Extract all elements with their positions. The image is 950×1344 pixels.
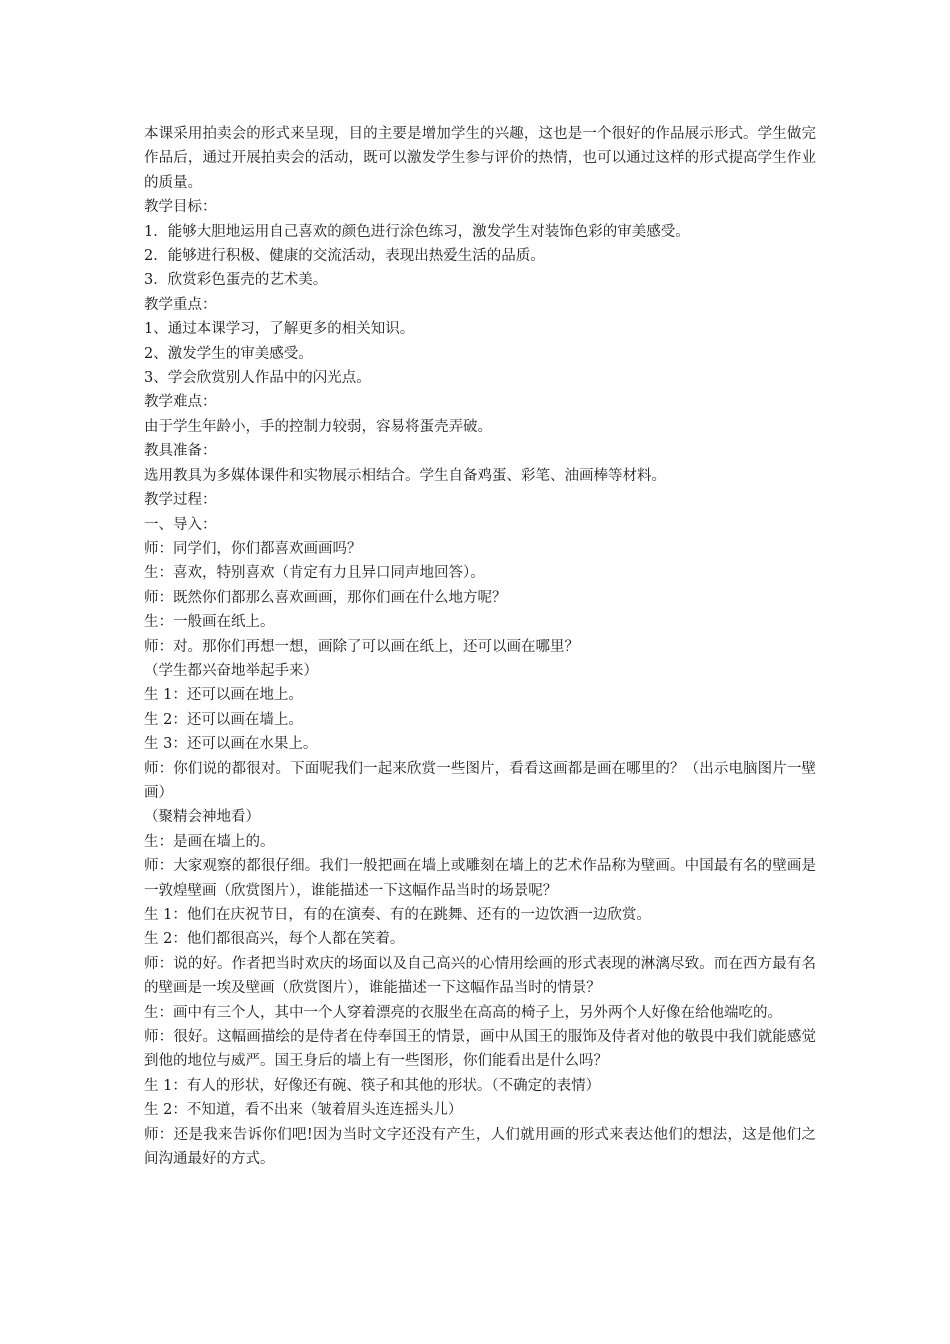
dialogue-line: 师：既然你们都那么喜欢画画，那你们画在什么地方呢？ — [144, 589, 507, 606]
document-body — [144, 122, 816, 1171]
goal-item: 2．能够进行积极、健康的交流活动，表现出热爱生活的品质。 — [144, 248, 545, 265]
stage-direction: （聚精会神地看） — [144, 809, 260, 826]
goal-item: 3．欣赏彩色蛋壳的艺术美。 — [144, 272, 328, 289]
key-point-item: 2、激发学生的审美感受。 — [144, 345, 313, 362]
dialogue-line: 生：是画在墙上的。 — [144, 833, 275, 850]
dialogue-line: 生：画中有三个人，其中一个人穿着漂亮的衣服坐在高高的椅子上，另外两个人好像在给他端吃的。 — [144, 1004, 782, 1021]
dialogue-line: 生 3：还可以画在水果上。 — [144, 736, 318, 753]
dialogue-line: 师：对。那你们再想一想，画除了可以画在纸上，还可以画在哪里？ — [144, 638, 579, 655]
key-point-item: 1、通过本课学习，了解更多的相关知识。 — [144, 321, 415, 338]
heading-key-points: 教学重点： — [144, 296, 217, 313]
materials-text: 选用教具为多媒体课件和实物展示相结合。学生自备鸡蛋、彩笔、油画棒等材料。 — [144, 467, 666, 484]
stage-direction: （学生都兴奋地举起手来） — [144, 662, 318, 679]
dialogue-line: 师：说的好。作者把当时欢庆的场面以及自己高兴的心情用绘画的形式表现的淋漓尽致。而在西方最有名的壁画是一埃及壁画（欣赏图片），谁能描述一下这幅作品当时的情景？ — [144, 955, 816, 997]
dialogue-line: 生 2：不知道，看不出来（皱着眉头连连摇头儿） — [144, 1102, 463, 1119]
key-point-item: 3、学会欣赏别人作品中的闪光点。 — [144, 370, 371, 387]
dialogue-line: 师：同学们，你们都喜欢画画吗？ — [144, 540, 362, 557]
dialogue-line: 生 2：他们都很高兴，每个人都在笑着。 — [144, 931, 405, 948]
goal-item: 1．能够大胆地运用自己喜欢的颜色进行涂色练习，激发学生对装饰色彩的审美感受。 — [144, 223, 690, 240]
dialogue-line: 师：还是我来告诉你们吧!因为当时文字还没有产生，人们就用画的形式来表达他们的想法，这是他们之间沟通最好的方式。 — [144, 1126, 816, 1168]
dialogue-line: 生：一般画在纸上。 — [144, 614, 275, 631]
dialogue-line: 生 1：他们在庆祝节日，有的在演奏、有的在跳舞、还有的一边饮酒一边欣赏。 — [144, 907, 651, 923]
dialogue-line: 生：喜欢，特别喜欢（肯定有力且异口同声地回答）。 — [144, 565, 485, 582]
section-heading-intro: 一、导入： — [144, 516, 217, 533]
dialogue-line: 师：你们说的都很对。下面呢我们一起来欣赏一些图片，看看这画都是画在哪里的？（出示电脑图片一壁画） — [144, 760, 816, 801]
dialogue-line: 生 1：还可以画在地上。 — [144, 687, 303, 704]
dialogue-line: 师：大家观察的都很仔细。我们一般把画在墙上或雕刻在墙上的艺术作品称为壁画。中国最有名的壁画是一敦煌壁画（欣赏图片），谁能描述一下这幅作品当时的场景呢？ — [144, 858, 816, 899]
intro-paragraph: 本课采用拍卖会的形式来呈现，目的主要是增加学生的兴趣，这也是一个很好的作品展示形式。学生做完作品后，通过开展拍卖会的活动，既可以激发学生参与评价的热情，也可以通过这样的形式提高学生作业的质量。 — [144, 126, 816, 191]
heading-difficulties: 教学难点： — [144, 394, 217, 411]
difficulty-text: 由于学生年龄小，手的控制力较弱，容易将蛋壳弄破。 — [144, 418, 492, 435]
heading-process: 教学过程： — [144, 492, 217, 509]
heading-teaching-goals: 教学目标： — [144, 199, 217, 216]
heading-materials: 教具准备： — [144, 443, 217, 460]
dialogue-line: 生 1：有人的形状，好像还有碗、筷子和其他的形状。（不确定的表情） — [144, 1077, 601, 1094]
dialogue-line: 生 2：还可以画在墙上。 — [144, 711, 303, 728]
dialogue-line: 师：很好。这幅画描绘的是侍者在侍奉国王的情景，画中从国王的服饰及侍者对他的敬畏中我们就能感觉到他的地位与威严。国王身后的墙上有一些图形，你们能看出是什么吗？ — [144, 1029, 816, 1070]
